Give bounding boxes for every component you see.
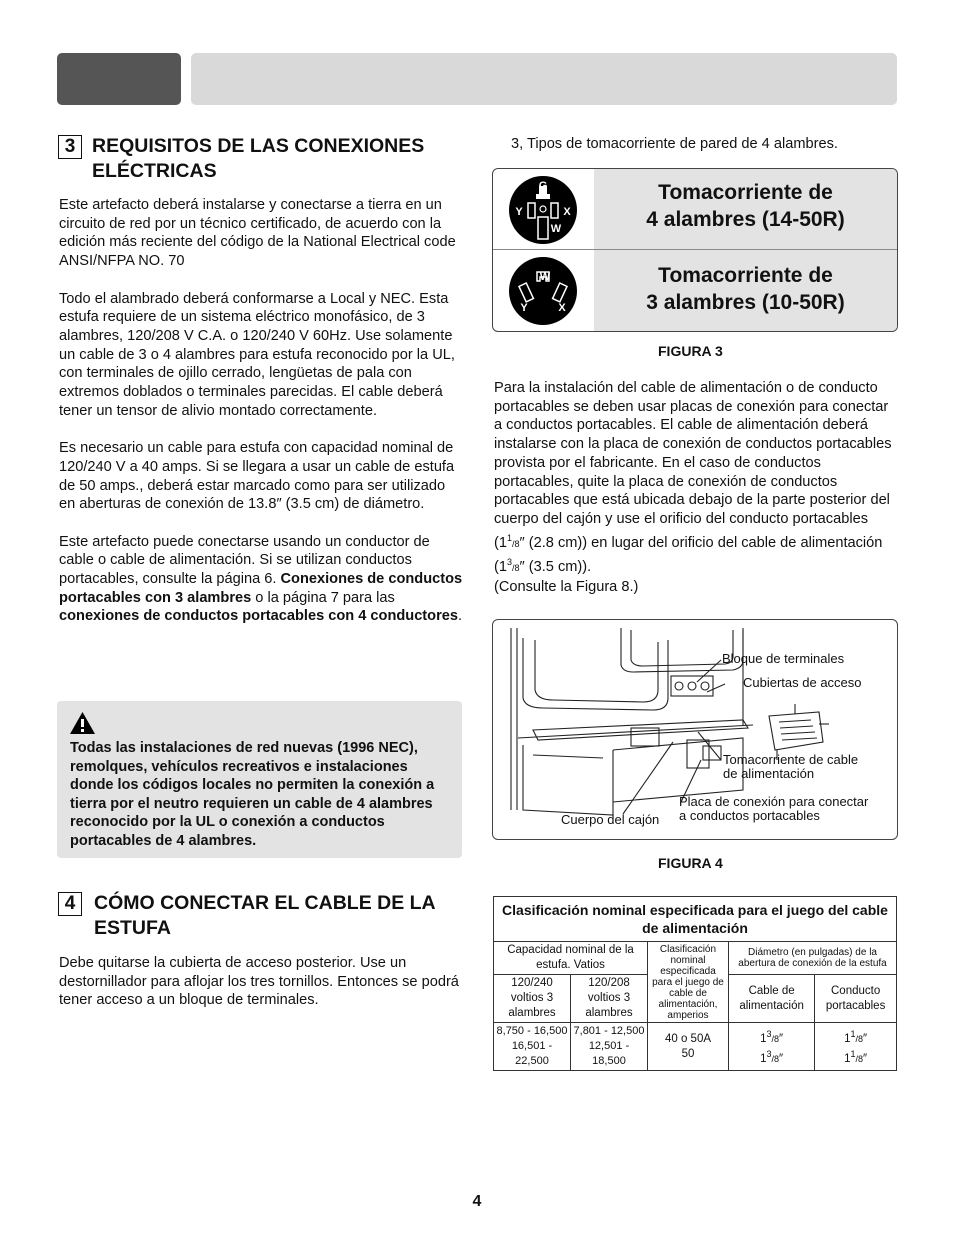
header-bar xyxy=(191,53,897,105)
section-number: 4 xyxy=(58,892,82,916)
label-cord-outlet: Tomacorriente de cable de alimentación xyxy=(723,752,859,781)
table-cell: 40 o 50A 50 xyxy=(648,1023,729,1071)
three-wire-outlet-icon xyxy=(508,256,578,326)
table-cell: $1^3/8''$ $1^3/8''$ xyxy=(729,1023,815,1071)
outlet-letter-y: Y xyxy=(520,302,528,314)
outlet-letter-x: X xyxy=(563,206,571,218)
outlet-intro: 3, Tipos de tomacorriente de pared de 4 alambres. xyxy=(511,136,838,152)
label-drawer-body: Cuerpo del cajón xyxy=(561,812,660,827)
section-3-body xyxy=(59,196,463,645)
warning-triangle-icon xyxy=(69,711,96,735)
figure-4-caption: FIGURA 4 xyxy=(658,855,723,871)
outlet-row-3-wire xyxy=(594,250,897,331)
outlet-letter-w: W xyxy=(539,271,551,283)
table-col-208v: 120/208 voltios 3 alambres xyxy=(571,975,648,1023)
label-conduit-plate: Placa de conexión para conectar a conductos portacables xyxy=(679,794,869,823)
table-col-240v: 120/240 voltios 3 alambres xyxy=(494,975,571,1023)
label-access-covers: Cubiertas de acceso xyxy=(743,675,862,690)
warning-text: Todas las instalaciones de red nuevas (1996 NEC), remolques, vehículos recreativos e instalaciones donde los códigos locales no permiten la conexión a tierra por el neutro requieren un cable de 4 alambres reconocido por la UL o conexión a conductos portacables de 4 alambres. xyxy=(70,740,435,849)
outlet-label: Tomacorriente de 4 alambres (14-50R) xyxy=(646,181,845,231)
paragraph: Este artefacto puede conectarse usando un conductor de cable o cable de alimentación. Si se utilizan conductos portacables, consulte la página 6. Conexiones de conductos portacables con 3 alambres o la página 7 para las conexiones de conductos portacables con 4 conductores. xyxy=(59,533,463,625)
header-tab-dark xyxy=(57,53,181,105)
section-4-body: Debe quitarse la cubierta de acceso posterior. Use un destornillador para aflojar los tres tornillos. Entonces se podrá tener acceso a un bloque de terminales. xyxy=(59,955,459,1009)
outlet-letter-x: X xyxy=(558,302,566,314)
table-col-conduit: Conducto portacables xyxy=(815,975,897,1023)
page-number: 4 xyxy=(472,1193,482,1210)
outlet-letter-w: W xyxy=(550,223,562,235)
table-col-cord: Cable de alimentación xyxy=(729,975,815,1023)
range-back-diagram xyxy=(492,619,898,840)
four-wire-outlet-icon xyxy=(508,175,578,245)
label-terminal-block: Bloque de terminales xyxy=(722,651,845,666)
table-header-diameter: Diámetro (en pulgadas) de la abertura de conexión de la estufa xyxy=(729,942,897,975)
section-title: REQUISITOS DE LAS CONEXIONES ELÉCTRICAS xyxy=(92,135,425,182)
section-3-heading xyxy=(57,134,467,184)
table-cell: $1^1/8''$ $1^1/8''$ xyxy=(815,1023,897,1071)
outlet-letter-y: Y xyxy=(515,206,523,218)
outlet-types-panel xyxy=(492,168,898,332)
table-header-capacity: Capacidad nominal de la estufa. Vatios xyxy=(494,942,648,975)
paragraph: Es necesario un cable para estufa con capacidad nominal de 120/240 V a 40 amps. Si se llegara a usar un cable de estufa de 50 amps., deberá estar marcado como para ser utilizado en aberturas de conexión de 13.8″ (3.5 cm) de diámetro. xyxy=(59,440,455,513)
section-number: 3 xyxy=(58,135,82,159)
right-paragraph: Para la instalación del cable de alimentación o de conducto portacables se deben usar placas de conexión para conectar a conductos portacables. El cable de alimentación deberá instalarse con la placa de conexión de conductos portacables provista por el fabricante. En el caso de conductos portacables, quite la placa de conexión de conductos portacables que está ubicada debajo de la parte posterior del cuerpo del cajón y use el orificio del conducto portacables ($1^1/8''$ (2.8 cm)) en lugar del orificio del cable de alimentación ($1^3/8''$ (3.5 cm)). (Consulte la Figura 8.) xyxy=(494,380,892,595)
outlet-letter-g: G xyxy=(538,180,548,192)
figure-3-caption: FIGURA 3 xyxy=(658,343,723,359)
rating-table xyxy=(493,896,897,1071)
paragraph: Todo el alambrado deberá conformarse a Local y NEC. Esta estufa requiere de un sistema eléctrico monofásico, de 3 alambres, 120/208 V C.A. o 120/240 V 60Hz. Use solamente un cable de 3 o 4 alambres para estufa reconocido por la UL, con terminales de ojillo cerrado, lengüetas de pala con extremos doblados o terminales parecidas. El cable deberá tener un tensor de alivio montado correctamente. xyxy=(59,290,455,419)
table-title: Clasificación nominal especificada para el juego del cable de alimentación xyxy=(494,897,897,942)
outlet-row-4-wire xyxy=(594,169,897,249)
section-4-heading xyxy=(57,891,467,941)
table-cell: 7,801 - 12,500 12,501 - 18,500 xyxy=(571,1023,648,1071)
outlet-label: Tomacorriente de 3 alambres (10-50R) xyxy=(646,264,845,314)
paragraph: Este artefacto deberá instalarse y conectarse a tierra en un circuito de red por un técnico certificado, de acuerdo con la edición más reciente del código de la National Electrical code ANSI/NFPA NO. 70 xyxy=(59,197,456,270)
section-title: CÓMO CONECTAR EL CABLE DE LA ESTUFA xyxy=(94,892,436,939)
table-header-rating: Clasificación nominal especificada para el juego de cable de alimentación, amperios xyxy=(648,942,729,1023)
table-cell: 8,750 - 16,500 16,501 - 22,500 xyxy=(494,1023,571,1071)
